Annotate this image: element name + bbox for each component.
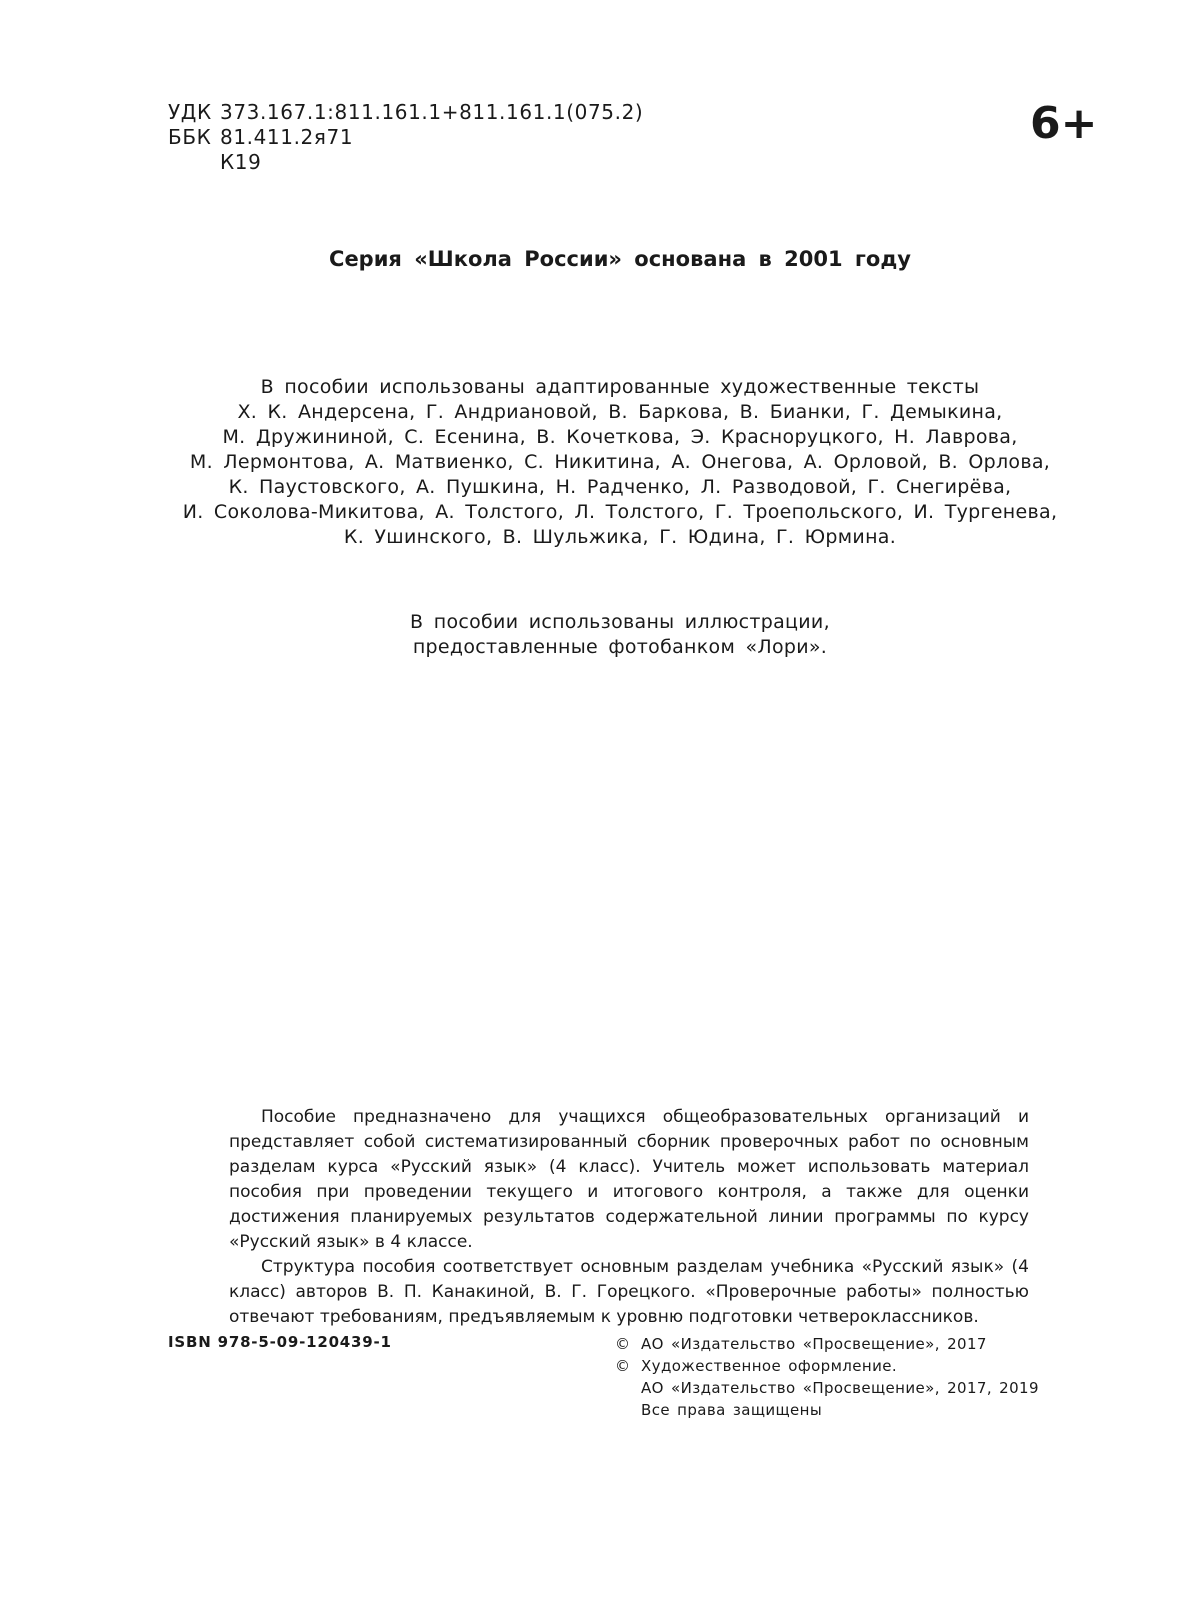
bbk-row xyxy=(168,125,643,150)
authors-line: В пособии использованы адаптированные художественные тексты xyxy=(260,376,980,398)
copyright-icon: © xyxy=(615,1335,631,1353)
isbn: ISBN 978-5-09-120439-1 xyxy=(168,1333,392,1351)
authors-block xyxy=(150,375,1090,550)
copyright-icon: © xyxy=(615,1357,631,1375)
authors-line: И. Соколова-Микитова, А. Толстого, Л. Толстого, Г. Троепольского, И. Тургенева, xyxy=(182,501,1058,523)
series-line: Серия «Школа России» основана в 2001 году xyxy=(329,247,911,271)
age-rating: 6+ xyxy=(1030,98,1098,149)
annotation-paragraph: Структура пособия соответствует основным разделам учебника «Русский язык» (4 класс) авторов В. П. Канакиной, В. Г. Горецкого. «Проверочные работы» полностью отвечают требованиям, предъявляемым к уровню подготовки четвероклассников. xyxy=(229,1257,1029,1327)
illustrations-line: предоставленные фотобанком «Лори». xyxy=(412,636,828,658)
authors-line: Х. К. Андерсена, Г. Андриановой, В. Баркова, В. Бианки, Г. Демыкина, xyxy=(237,401,1003,423)
copyright-line xyxy=(615,1333,1039,1355)
copyright-text: Художественное оформление. xyxy=(641,1357,898,1375)
authors-line: М. Дружининой, С. Есенина, В. Кочеткова, Э. Красноруцкого, Н. Лаврова, xyxy=(222,426,1018,448)
udk-value: 373.167.1:811.161.1+811.161.1(075.2) xyxy=(220,100,644,124)
rights-reserved: Все права защищены xyxy=(641,1401,823,1419)
copyright-text: АО «Издательство «Просвещение», 2017 xyxy=(641,1335,987,1353)
copyright-text: АО «Издательство «Просвещение», 2017, 2019 xyxy=(641,1379,1039,1397)
authors-line: М. Лермонтова, А. Матвиенко, С. Никитина, А. Онегова, А. Орловой, В. Орлова, xyxy=(189,451,1051,473)
copyright-line xyxy=(615,1377,1039,1399)
copyright-line xyxy=(615,1399,1039,1421)
copyright-line xyxy=(615,1355,1039,1377)
authors-line: К. Паустовского, А. Пушкина, Н. Радченко, Л. Разводовой, Г. Снегирёва, xyxy=(228,476,1012,498)
illustrations-line: В пособии использованы иллюстрации, xyxy=(410,611,830,633)
classification-codes xyxy=(168,100,643,175)
udk-label: УДК xyxy=(168,100,212,124)
annotation-paragraph: Пособие предназначено для учащихся общеобразовательных организаций и представляет собой систематизированный сборник проверочных работ по основным разделам курса «Русский язык» (4 класс). Учитель может использовать материал пособия при проведении текущего и итогового контроля, а также для оценки достижения планируемых результатов содержательной линии программы по курсу «Русский язык» в 4 классе. xyxy=(229,1107,1029,1252)
illustrations-credit xyxy=(0,610,1200,660)
authors-line: К. Ушинского, В. Шульжика, Г. Юдина, Г. Юрмина. xyxy=(343,526,897,548)
bbk-label: ББК xyxy=(168,125,212,149)
bbk-value: 81.411.2я71 xyxy=(220,125,354,149)
author-mark: К19 xyxy=(220,150,262,174)
udk-row xyxy=(168,100,643,125)
copyright-block xyxy=(615,1333,1039,1421)
annotation xyxy=(229,1105,1029,1330)
